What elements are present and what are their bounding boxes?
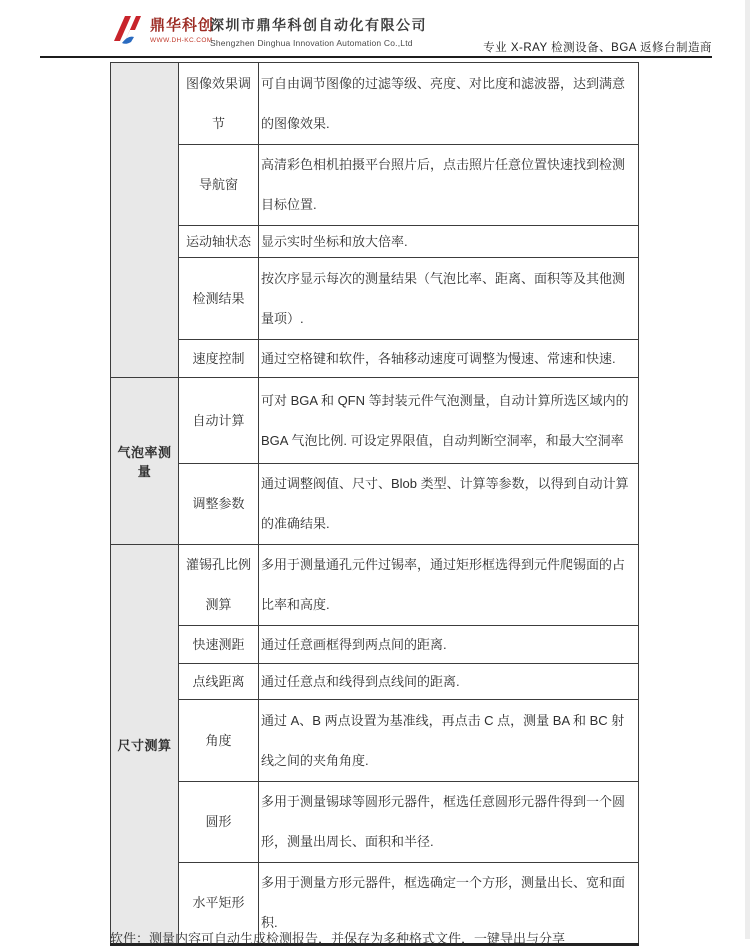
feature-cell: 水平矩形	[179, 863, 259, 945]
feature-cell: 检测结果	[179, 258, 259, 340]
page-right-edge	[745, 0, 750, 939]
table-row	[111, 664, 639, 700]
table-row	[111, 258, 639, 340]
table-row	[111, 63, 639, 145]
description-cell: 多用于测量锡球等圆形元器件，框选任意圆形元器件得到一个圆形，测量出周长、面积和半径.	[259, 782, 639, 863]
page-header	[0, 0, 750, 62]
table-row	[111, 545, 639, 626]
group-cell-bubble-rate: 气泡率测量	[111, 378, 179, 545]
header-tagline: 专业 X-RAY 检测设备、BGA 返修台制造商	[483, 42, 712, 54]
table-row	[111, 145, 639, 226]
feature-cell: 灌锡孔比例测算	[179, 545, 259, 626]
company-name-cn: 深圳市鼎华科创自动化有限公司	[210, 17, 427, 33]
group-cell-blank	[111, 63, 179, 378]
description-cell: 可自由调节图像的过滤等级、亮度、对比度和滤波器，达到满意的图像效果.	[259, 63, 639, 145]
description-cell: 显示实时坐标和放大倍率.	[259, 226, 639, 258]
feature-cell: 点线距离	[179, 664, 259, 700]
feature-cell: 调整参数	[179, 464, 259, 545]
description-cell: 多用于测量方形元器件，框选确定一个方形，测量出长、宽和面积.	[259, 863, 639, 945]
footer-clipped-line	[110, 931, 650, 946]
group-cell-dimension: 尺寸测算	[111, 545, 179, 945]
description-cell: 多用于测量通孔元件过锡率，通过矩形框选得到元件爬锡面的占比率和高度.	[259, 545, 639, 626]
table-row	[111, 700, 639, 782]
table-row	[111, 226, 639, 258]
description-cell: 通过空格键和软件，各轴移动速度可调整为慢速、常速和快速.	[259, 340, 639, 378]
feature-cell: 圆形	[179, 782, 259, 863]
logo-wordmark: 鼎华科创	[150, 17, 215, 34]
description-cell: 高清彩色相机拍摄平台照片后，点击照片任意位置快速找到检测目标位置.	[259, 145, 639, 226]
header-rule	[40, 56, 712, 58]
dinghua-logo-icon	[112, 13, 148, 45]
description-cell: 通过任意画框得到两点间的距离.	[259, 626, 639, 664]
spec-table	[110, 62, 639, 946]
feature-cell: 速度控制	[179, 340, 259, 378]
feature-cell: 图像效果调节	[179, 63, 259, 145]
description-cell: 通过任意点和线得到点线间的距离.	[259, 664, 639, 700]
description-cell: 按次序显示每次的测量结果（气泡比率、距离、面积等及其他测量项）.	[259, 258, 639, 340]
feature-cell: 快速测距	[179, 626, 259, 664]
table-row	[111, 782, 639, 863]
feature-cell: 角度	[179, 700, 259, 782]
description-cell: 通过 A、B 两点设置为基准线，再点击 C 点，测量 BA 和 BC 射线之间的夹角角度.	[259, 700, 639, 782]
company-name-block	[210, 15, 427, 48]
company-name-en: Shengzhen Dinghua Innovation Automation Co.,Ltd	[210, 38, 413, 48]
description-cell: 可对 BGA 和 QFN 等封装元件气泡测量，自动计算所选区域内的 BGA 气泡比例. 可设定界限值，自动判断空洞率，和最大空洞率	[259, 378, 639, 464]
feature-cell: 自动计算	[179, 378, 259, 464]
feature-cell: 导航窗	[179, 145, 259, 226]
table-row	[111, 464, 639, 545]
description-cell: 通过调整阀值、尺寸、Blob 类型、计算等参数，以得到自动计算的准确结果.	[259, 464, 639, 545]
table-row	[111, 626, 639, 664]
feature-cell: 运动轴状态	[179, 226, 259, 258]
table-row	[111, 340, 639, 378]
logo-url: WWW.DH-KC.COM	[150, 37, 213, 44]
footer-clipped-text: 软件：测量内容可自动生成检测报告，并保存为多种格式文件，一键导出与分享	[110, 931, 566, 946]
table-row	[111, 378, 639, 464]
